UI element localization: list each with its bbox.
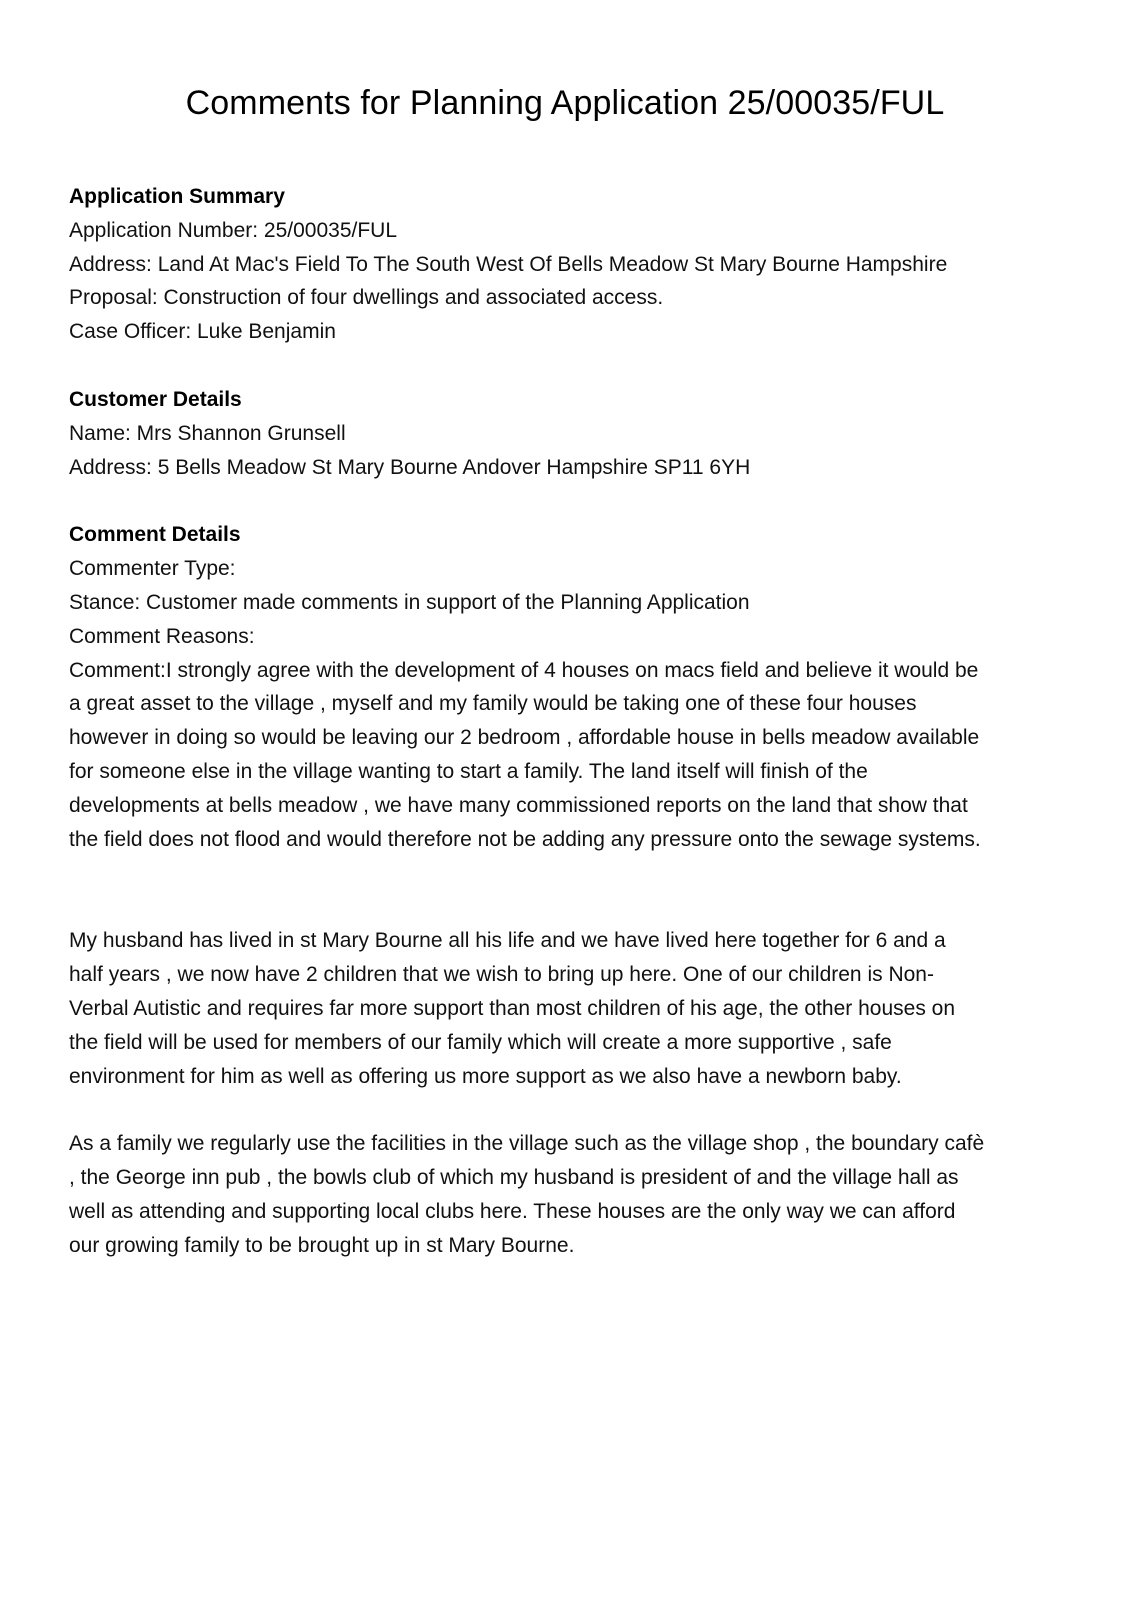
comment-line: a great asset to the village , myself and my family would be taking one of these four houses <box>69 692 917 716</box>
comment-paragraph-1 <box>69 654 1079 857</box>
comment-line: the field does not flood and would therefore not be adding any pressure onto the sewage systems. <box>69 827 981 851</box>
comment-line: As a family we regularly use the facilities in the village such as the village shop , the boundary cafè <box>69 1132 985 1156</box>
comment-line: environment for him as well as offering us more support as we also have a newborn baby. <box>69 1064 902 1088</box>
customer-details-heading: Customer Details <box>69 387 242 411</box>
paragraph-spacer <box>69 1093 1079 1127</box>
paragraph-spacer <box>69 856 1079 924</box>
comment-reasons: Comment Reasons: <box>69 624 255 648</box>
customer-address: Address: 5 Bells Meadow St Mary Bourne Andover Hampshire SP11 6YH <box>69 455 751 479</box>
comment-line: My husband has lived in st Mary Bourne all his life and we have lived here together for 6 and a <box>69 929 946 953</box>
application-summary-heading: Application Summary <box>69 185 285 208</box>
comment-line: well as attending and supporting local clubs here. These houses are the only way we can afford <box>69 1199 956 1223</box>
section-spacer <box>69 349 1079 383</box>
stance: Stance: Customer made comments in support of the Planning Application <box>69 590 750 614</box>
application-proposal: Proposal: Construction of four dwellings and associated access. <box>69 286 664 310</box>
comment-details-section <box>69 518 1079 1262</box>
customer-name: Name: Mrs Shannon Grunsell <box>69 421 346 445</box>
page-title: Comments for Planning Application 25/00035/FUL <box>185 84 945 122</box>
application-address: Address: Land At Mac's Field To The South West Of Bells Meadow St Mary Bourne Hampshire <box>69 252 948 276</box>
comment-line: half years , we now have 2 children that we wish to bring up here. One of our children is Non- <box>69 963 934 987</box>
application-number: Application Number: 25/00035/FUL <box>69 218 398 242</box>
comment-line: for someone else in the village wanting to start a family. The land itself will finish of the <box>69 759 868 783</box>
comment-line: our growing family to be brought up in st Mary Bourne. <box>69 1233 575 1257</box>
section-spacer <box>69 484 1079 518</box>
application-summary-section <box>69 180 1079 349</box>
comment-details-heading: Comment Details <box>69 523 241 547</box>
comment-paragraph-2 <box>69 924 1079 1093</box>
comment-line: , the George inn pub , the bowls club of which my husband is president of and the village hall as <box>69 1166 959 1190</box>
commenter-type: Commenter Type: <box>69 557 236 581</box>
comment-line: developments at bells meadow , we have many commissioned reports on the land that show that <box>69 793 968 817</box>
customer-details-section <box>69 383 1079 484</box>
document-body <box>69 180 1079 1263</box>
comment-line: Verbal Autistic and requires far more support than most children of his age, the other houses on <box>69 996 956 1020</box>
comment-line: Comment:I strongly agree with the development of 4 houses on macs field and believe it would be <box>69 658 979 682</box>
comment-line: however in doing so would be leaving our 2 bedroom , affordable house in bells meadow available <box>69 726 980 750</box>
case-officer: Case Officer: Luke Benjamin <box>69 320 336 344</box>
comment-paragraph-3 <box>69 1127 1079 1262</box>
comment-line: the field will be used for members of our family which will create a more supportive , safe <box>69 1030 892 1054</box>
